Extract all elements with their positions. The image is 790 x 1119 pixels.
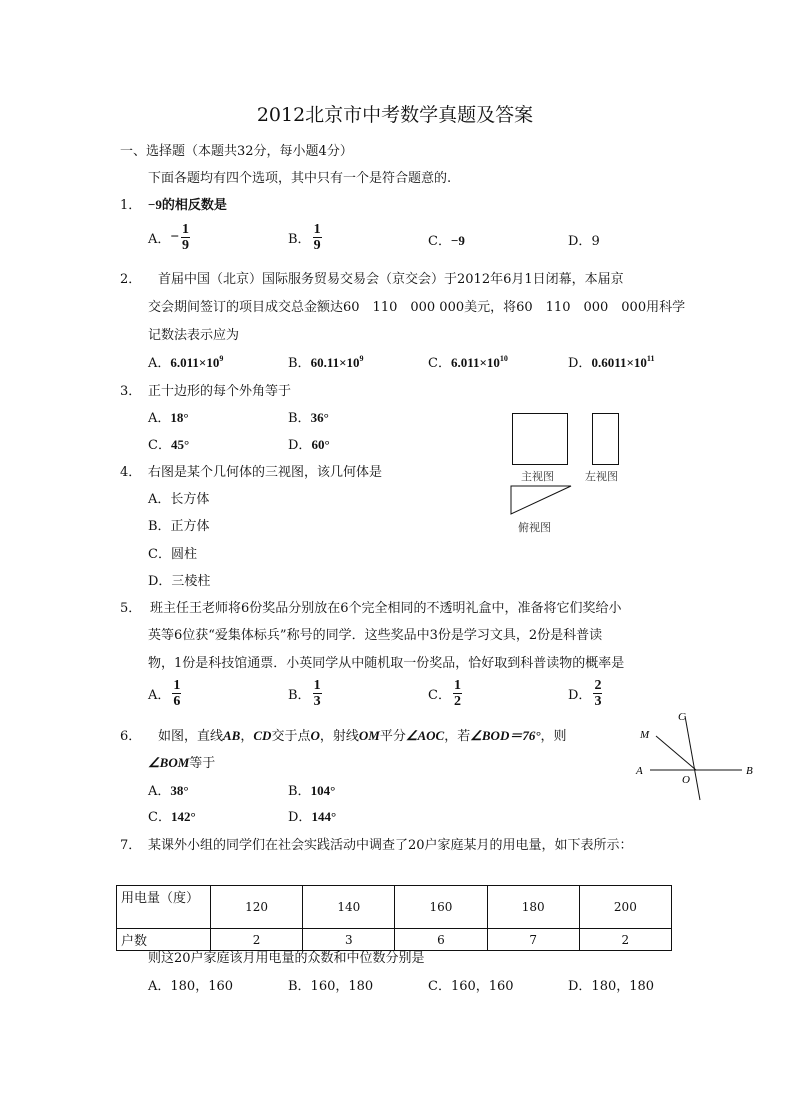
label-m: M bbox=[640, 729, 650, 741]
q7-question: 则这20户家庭该月用电量的众数和中位数分别是 bbox=[148, 951, 425, 966]
q5-option-b bbox=[288, 678, 322, 709]
option-base: 0.6011×10 bbox=[591, 355, 647, 370]
table-cell: 200 bbox=[579, 886, 671, 929]
numerator: 1 bbox=[453, 678, 461, 693]
ray-om bbox=[656, 736, 696, 770]
option-label: B． bbox=[288, 232, 311, 247]
section-instruction: 下面各题均有四个选项，其中只有一个是符合题意的. bbox=[148, 171, 452, 186]
option-text: 9 bbox=[591, 234, 600, 249]
q5-option-c bbox=[428, 678, 462, 709]
section-heading: 一、选择题（本题共32分，每小题4分） bbox=[120, 144, 353, 159]
label-c: C bbox=[678, 711, 686, 723]
option-base: 6.011×10 bbox=[170, 355, 220, 370]
q4-option-b: B．正方体 bbox=[148, 519, 210, 534]
table-cell: 6 bbox=[395, 929, 487, 951]
option-label: D． bbox=[288, 810, 312, 825]
option-label: B． bbox=[288, 688, 311, 703]
option-label: A． bbox=[148, 232, 171, 247]
q2-option-a bbox=[148, 352, 223, 371]
option-label: A． bbox=[148, 411, 171, 426]
line-cd bbox=[685, 716, 700, 800]
text: 等于 bbox=[189, 756, 216, 771]
option-text: −9 bbox=[450, 233, 465, 248]
text: ， bbox=[240, 729, 254, 744]
table-cell: 2 bbox=[579, 929, 671, 951]
q6-option-a bbox=[148, 780, 189, 799]
option-label: B． bbox=[288, 784, 311, 799]
q2-line-2: 交会期间签订的项目成交总金额达60 110 000 000美元，将60 110 000 000用科学 bbox=[148, 300, 686, 315]
q2-option-c bbox=[428, 352, 508, 371]
q2-line-3: 记数法表示应为 bbox=[148, 328, 240, 343]
option-label: A． bbox=[148, 784, 171, 799]
q1-stem: −9的相反数是 bbox=[148, 197, 227, 212]
denominator: 6 bbox=[173, 694, 181, 709]
table-header-cell: 用电量（度） bbox=[117, 886, 211, 929]
label-a: A bbox=[636, 765, 643, 777]
table-cell: 180 bbox=[487, 886, 579, 929]
q1-option-c bbox=[428, 230, 465, 249]
fraction bbox=[593, 678, 602, 709]
option-text: 142° bbox=[170, 809, 196, 824]
q4-option-d: D．三棱柱 bbox=[148, 574, 211, 589]
q7-number: 7． bbox=[120, 838, 142, 853]
q2-line-1: 首届中国（北京）国际服务贸易交易会（京交会）于2012年6月1日闭幕，本届京 bbox=[158, 272, 624, 287]
q5-line-3: 物，1份是科技馆通票．小英同学从中随机取一份奖品，恰好取到科普读物的概率是 bbox=[148, 656, 625, 671]
math: ∠BOM bbox=[148, 755, 190, 770]
option-label: D． bbox=[568, 234, 592, 249]
q4-stem: 右图是某个几何体的三视图，该几何体是 bbox=[148, 465, 383, 480]
math: O bbox=[310, 728, 320, 743]
option-label: D． bbox=[568, 688, 592, 703]
option-text: 104° bbox=[310, 783, 336, 798]
q7-option-c: C．160，160 bbox=[428, 979, 514, 994]
option-label: D． bbox=[288, 438, 312, 453]
q3-option-c bbox=[148, 434, 189, 453]
option-label: D． bbox=[568, 356, 592, 371]
option-base: 6.011×10 bbox=[450, 355, 500, 370]
q3-option-b bbox=[288, 407, 329, 426]
minus-sign: − bbox=[170, 229, 179, 245]
q7-option-a: A．180，160 bbox=[148, 979, 234, 994]
top-view-label: 俯视图 bbox=[518, 521, 551, 534]
q2-number: 2． bbox=[120, 272, 142, 287]
math: OM bbox=[358, 728, 380, 743]
option-exponent: 11 bbox=[646, 354, 655, 363]
q1-option-b bbox=[288, 222, 322, 253]
fraction bbox=[453, 678, 462, 709]
option-text: 60° bbox=[311, 437, 330, 452]
q1-option-d bbox=[568, 230, 600, 249]
option-exponent: 10 bbox=[499, 354, 508, 363]
option-text: 38° bbox=[170, 783, 189, 798]
q3-option-a bbox=[148, 407, 189, 426]
option-label: B． bbox=[288, 356, 311, 371]
label-b: B bbox=[746, 765, 753, 777]
q5-line-1: 班主任王老师将6份奖品分别放在6个完全相同的不透明礼盒中，准备将它们奖给小 bbox=[150, 601, 622, 616]
option-exponent: 9 bbox=[359, 354, 364, 363]
angle-diagram bbox=[630, 708, 760, 803]
q6-option-d bbox=[288, 806, 336, 825]
top-view-triangle bbox=[505, 484, 575, 518]
table-cell: 3 bbox=[303, 929, 395, 951]
text: ，射线 bbox=[319, 729, 359, 744]
option-label: C． bbox=[148, 438, 171, 453]
numerator: 1 bbox=[313, 678, 321, 693]
option-text: 144° bbox=[311, 809, 337, 824]
q3-option-d bbox=[288, 434, 330, 453]
option-text: 45° bbox=[170, 437, 190, 452]
option-text: 18° bbox=[170, 410, 189, 425]
denominator: 2 bbox=[453, 694, 461, 709]
text: 如图，直线 bbox=[158, 729, 224, 744]
text: 交于点 bbox=[271, 729, 311, 744]
table-cell: 140 bbox=[303, 886, 395, 929]
math: ∠AOC bbox=[405, 728, 445, 743]
left-view-rect bbox=[592, 413, 619, 465]
fraction bbox=[313, 678, 322, 709]
q6-option-b bbox=[288, 780, 335, 799]
q2-option-b bbox=[288, 352, 364, 371]
q1-option-a bbox=[148, 222, 190, 253]
option-label: C． bbox=[148, 810, 171, 825]
fraction bbox=[172, 678, 181, 709]
numerator: 2 bbox=[594, 678, 602, 693]
q6-option-c bbox=[148, 806, 196, 825]
left-view-label: 左视图 bbox=[585, 470, 618, 483]
option-label: C． bbox=[428, 356, 451, 371]
math: AB bbox=[223, 728, 241, 743]
q4-number: 4． bbox=[120, 465, 142, 480]
q6-number: 6． bbox=[120, 729, 142, 744]
fraction bbox=[313, 222, 322, 253]
denominator: 3 bbox=[594, 694, 602, 709]
q2-option-d bbox=[568, 352, 654, 371]
text: ，则 bbox=[540, 729, 567, 744]
numerator: 1 bbox=[313, 222, 321, 237]
option-label: A． bbox=[148, 688, 171, 703]
option-label: A． bbox=[148, 356, 171, 371]
option-label: C． bbox=[428, 234, 451, 249]
option-label: C． bbox=[428, 688, 451, 703]
text: ，若 bbox=[444, 729, 471, 744]
table-cell: 160 bbox=[395, 886, 487, 929]
label-o: O bbox=[682, 774, 690, 786]
denominator: 3 bbox=[313, 694, 321, 709]
usage-table bbox=[116, 885, 672, 951]
math: ∠BOD＝76° bbox=[470, 728, 541, 743]
table-cell: 7 bbox=[487, 929, 579, 951]
table-cell: 2 bbox=[211, 929, 303, 951]
q1-number: 1． bbox=[120, 198, 142, 213]
q7-option-d: D．180，180 bbox=[568, 979, 655, 994]
q5-line-2: 英等6位获“爱集体标兵”称号的同学．这些奖品中3份是学习文具，2份是科普读 bbox=[148, 628, 603, 643]
q4-option-c: C．圆柱 bbox=[148, 547, 197, 562]
q4-option-a: A．长方体 bbox=[148, 492, 210, 507]
denominator: 9 bbox=[313, 238, 321, 253]
option-exponent: 9 bbox=[219, 354, 224, 363]
front-view-label: 主视图 bbox=[521, 470, 554, 483]
fraction bbox=[181, 222, 190, 253]
numerator: 1 bbox=[173, 678, 181, 693]
option-base: 60.11×10 bbox=[310, 355, 360, 370]
option-label: B． bbox=[288, 411, 311, 426]
option-text: 36° bbox=[310, 410, 329, 425]
numerator: 1 bbox=[181, 222, 189, 237]
denominator: 9 bbox=[181, 238, 189, 253]
text: 平分 bbox=[379, 729, 406, 744]
q5-number: 5． bbox=[120, 601, 142, 616]
front-view-square bbox=[512, 413, 568, 465]
q3-stem: 正十边形的每个外角等于 bbox=[148, 384, 292, 399]
table-row bbox=[117, 886, 672, 929]
math: CD bbox=[253, 728, 272, 743]
q7-stem: 某课外小组的同学们在社会实践活动中调查了20户家庭某月的用电量，如下表所示： bbox=[148, 838, 633, 853]
table-cell: 120 bbox=[211, 886, 303, 929]
q5-option-a bbox=[148, 678, 181, 709]
page-title: 2012北京市中考数学真题及答案 bbox=[256, 104, 534, 126]
table-header-cell: 户数 bbox=[117, 929, 211, 951]
q5-option-d bbox=[568, 678, 602, 709]
q6-stem bbox=[158, 725, 567, 744]
q7-option-b: B．160，180 bbox=[288, 979, 374, 994]
q3-number: 3． bbox=[120, 384, 142, 399]
q6-stem-line-2 bbox=[148, 752, 215, 771]
